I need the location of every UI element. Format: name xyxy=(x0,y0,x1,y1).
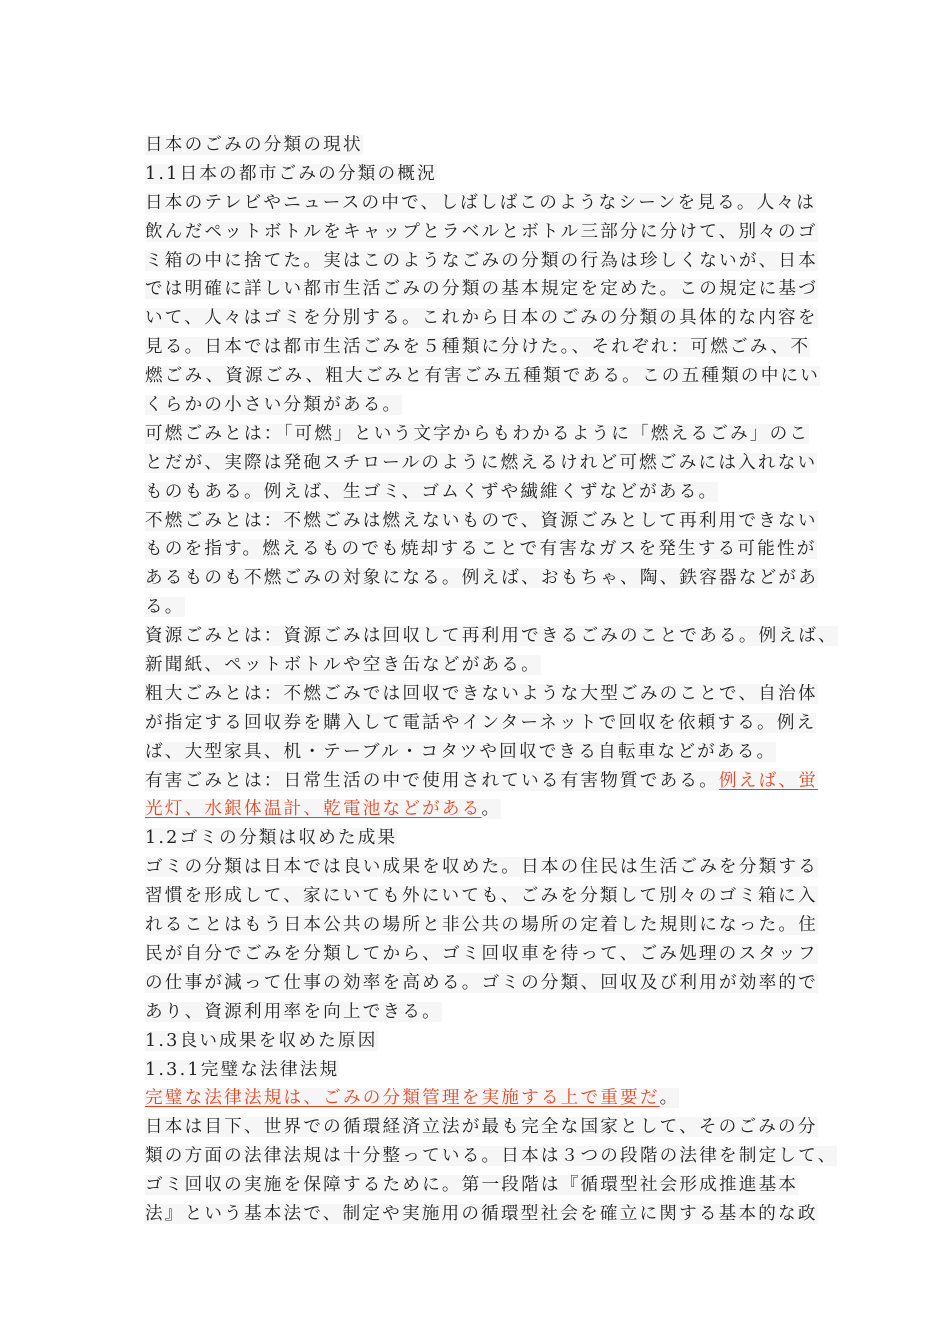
heading-text: 1.1日本の都市ごみの分類の概況 xyxy=(145,163,437,184)
text-line xyxy=(145,478,810,507)
line-text: れることはもう日本公共の場所と非公共の場所の定着した規則になった。住 xyxy=(145,915,818,936)
line-text: 。 xyxy=(659,1088,680,1109)
line-text: る。 xyxy=(145,597,185,618)
text-line xyxy=(145,189,817,218)
line-text: くらかの小さい分類がある。 xyxy=(145,395,403,416)
highlighted-text: 光灯、水銀体温計、乾電池などがある xyxy=(145,799,482,820)
text-line xyxy=(145,391,810,420)
text-line xyxy=(145,853,818,882)
line-text: とだが、実際は発砲スチロールのように燃えるけれど可燃ごみには入れない xyxy=(145,452,818,473)
line-text: 資源ごみとは：資源ごみは回収して再利用できるごみのことである。例えば、 xyxy=(145,626,838,647)
text-line xyxy=(145,709,817,738)
text-line xyxy=(145,738,810,767)
text-line xyxy=(145,651,810,680)
heading-text: 1.2ゴミの分類は収めた成果 xyxy=(145,828,398,849)
line-text: 日本のテレビやニュースの中で、しばしばこのようなシーンを見る。人々は xyxy=(145,192,817,213)
heading-line xyxy=(145,1027,810,1056)
line-text: の仕事が減って仕事の効率を高める。ゴミの分類、回収及び利用が効率的で xyxy=(145,972,818,993)
line-text: では明確に詳しい都市生活ごみの分類の基本規定を定めた。この規定に基づ xyxy=(145,279,818,300)
line-text: 日本は目下、世界での循環経済立法が最も完全な国家として、そのごみの分 xyxy=(145,1117,818,1138)
text-line xyxy=(145,1200,818,1229)
text-line xyxy=(145,535,817,564)
line-text: ミ箱の中に捨てた。実はこのようなごみの分類の行為は珍しくないが、日本 xyxy=(145,250,818,271)
line-text: 新聞紙、ペットボトルや空き缶などがある。 xyxy=(145,655,541,676)
text-line xyxy=(145,333,810,362)
document-body xyxy=(145,131,838,1229)
text-line xyxy=(145,218,818,247)
line-text: ゴミ回収の実施を保障するために。第一段階は『循環型社会形成推進基本 xyxy=(145,1175,799,1196)
text-line xyxy=(145,1142,838,1171)
text-line xyxy=(145,882,818,911)
highlighted-text: 例えば、蛍 xyxy=(719,770,819,791)
line-text: 法』という基本法で、制定や実施用の循環型社会を確立に関する基本的な政 xyxy=(145,1203,818,1224)
line-text: 。 xyxy=(481,799,502,820)
line-text: あり、資源利用率を向上できる。 xyxy=(145,1001,442,1022)
line-text: 有害ごみとは：日常生活の中で使用されている有害物質である。 xyxy=(145,770,720,791)
line-text: 可燃ごみとは：「可燃」という文字からもわかるように「燃えるごみ」のこ xyxy=(145,423,810,444)
title-line xyxy=(145,131,810,160)
text-line xyxy=(145,420,810,449)
text-line xyxy=(145,362,821,391)
heading-line xyxy=(145,1056,810,1085)
heading-line xyxy=(145,160,810,189)
line-text: 習慣を形成して、家にいても外にいても、ごみを分類して別々のゴミ箱に入 xyxy=(145,886,818,907)
text-line xyxy=(145,767,819,796)
heading-text: 1.3良い成果を収めた原因 xyxy=(145,1030,378,1051)
line-text: 不燃ごみとは：不燃ごみは燃えないもので、資源ごみとして再利用できない xyxy=(145,510,818,531)
text-line xyxy=(145,449,818,478)
line-text: が指定する回収券を購入して電話やインターネットで回収を依頼する。例え xyxy=(145,712,817,733)
text-line xyxy=(145,622,838,651)
text-line xyxy=(145,507,818,536)
line-text: ば、大型家具、机・テーブル・コタツや回収できる自転車などがある。 xyxy=(145,741,777,762)
line-text: ものもある。例えば、生ゴミ、ゴムくずや繊維くずなどがある。 xyxy=(145,481,719,502)
text-line xyxy=(145,1171,810,1200)
line-text: 粗大ごみとは：不燃ごみでは回収できないような大型ごみのことで、自治体 xyxy=(145,683,818,704)
text-line xyxy=(145,1113,818,1142)
text-line xyxy=(145,1084,810,1113)
text-line xyxy=(145,304,818,333)
line-text: ゴミの分類は日本では良い成果を収めた。日本の住民は生活ごみを分類する xyxy=(145,857,818,878)
text-line xyxy=(145,940,818,969)
line-text: 飲んだペットボトルをキャップとラベルとボトル三部分に分けて、別々のゴ xyxy=(145,221,818,242)
line-text: 見る。日本では都市生活ごみを５種類に分けた。、それぞれ：可燃ごみ、不 xyxy=(145,337,811,358)
line-text: 燃ごみ、資源ごみ、粗大ごみと有害ごみ五種類である。この五種類の中にい xyxy=(145,366,821,387)
text-line xyxy=(145,247,818,276)
title-text: 日本のごみの分類の現状 xyxy=(145,135,363,155)
line-text: いて、人々はゴミを分別する。これから日本のごみの分類の具体的な内容を xyxy=(145,308,818,329)
line-text: ものを指す。燃えるものでも焼却することで有害なガスを発生する可能性が xyxy=(145,539,817,560)
line-text: あるものも不燃ごみの対象になる。例えば、おもちゃ、陶、鉄容器などがあ xyxy=(145,568,818,589)
text-line xyxy=(145,680,818,709)
text-line xyxy=(145,593,810,622)
text-line xyxy=(145,969,818,998)
text-line xyxy=(145,998,810,1027)
line-text: 類の方面の法律法規は十分整っている。日本は３つの段階の法律を制定して、 xyxy=(145,1146,838,1167)
text-line xyxy=(145,564,818,593)
highlighted-text: 完璧な法律法規は、ごみの分類管理を実施する上で重要だ xyxy=(145,1088,660,1109)
heading-line xyxy=(145,824,810,853)
heading-text: 1.3.1完璧な法律法規 xyxy=(145,1059,340,1080)
text-line xyxy=(145,911,818,940)
text-line xyxy=(145,275,818,304)
text-line xyxy=(145,795,810,824)
line-text: 民が自分でごみを分類してから、ゴミ回収車を待って、ごみ処理のスタッフ xyxy=(145,943,818,964)
